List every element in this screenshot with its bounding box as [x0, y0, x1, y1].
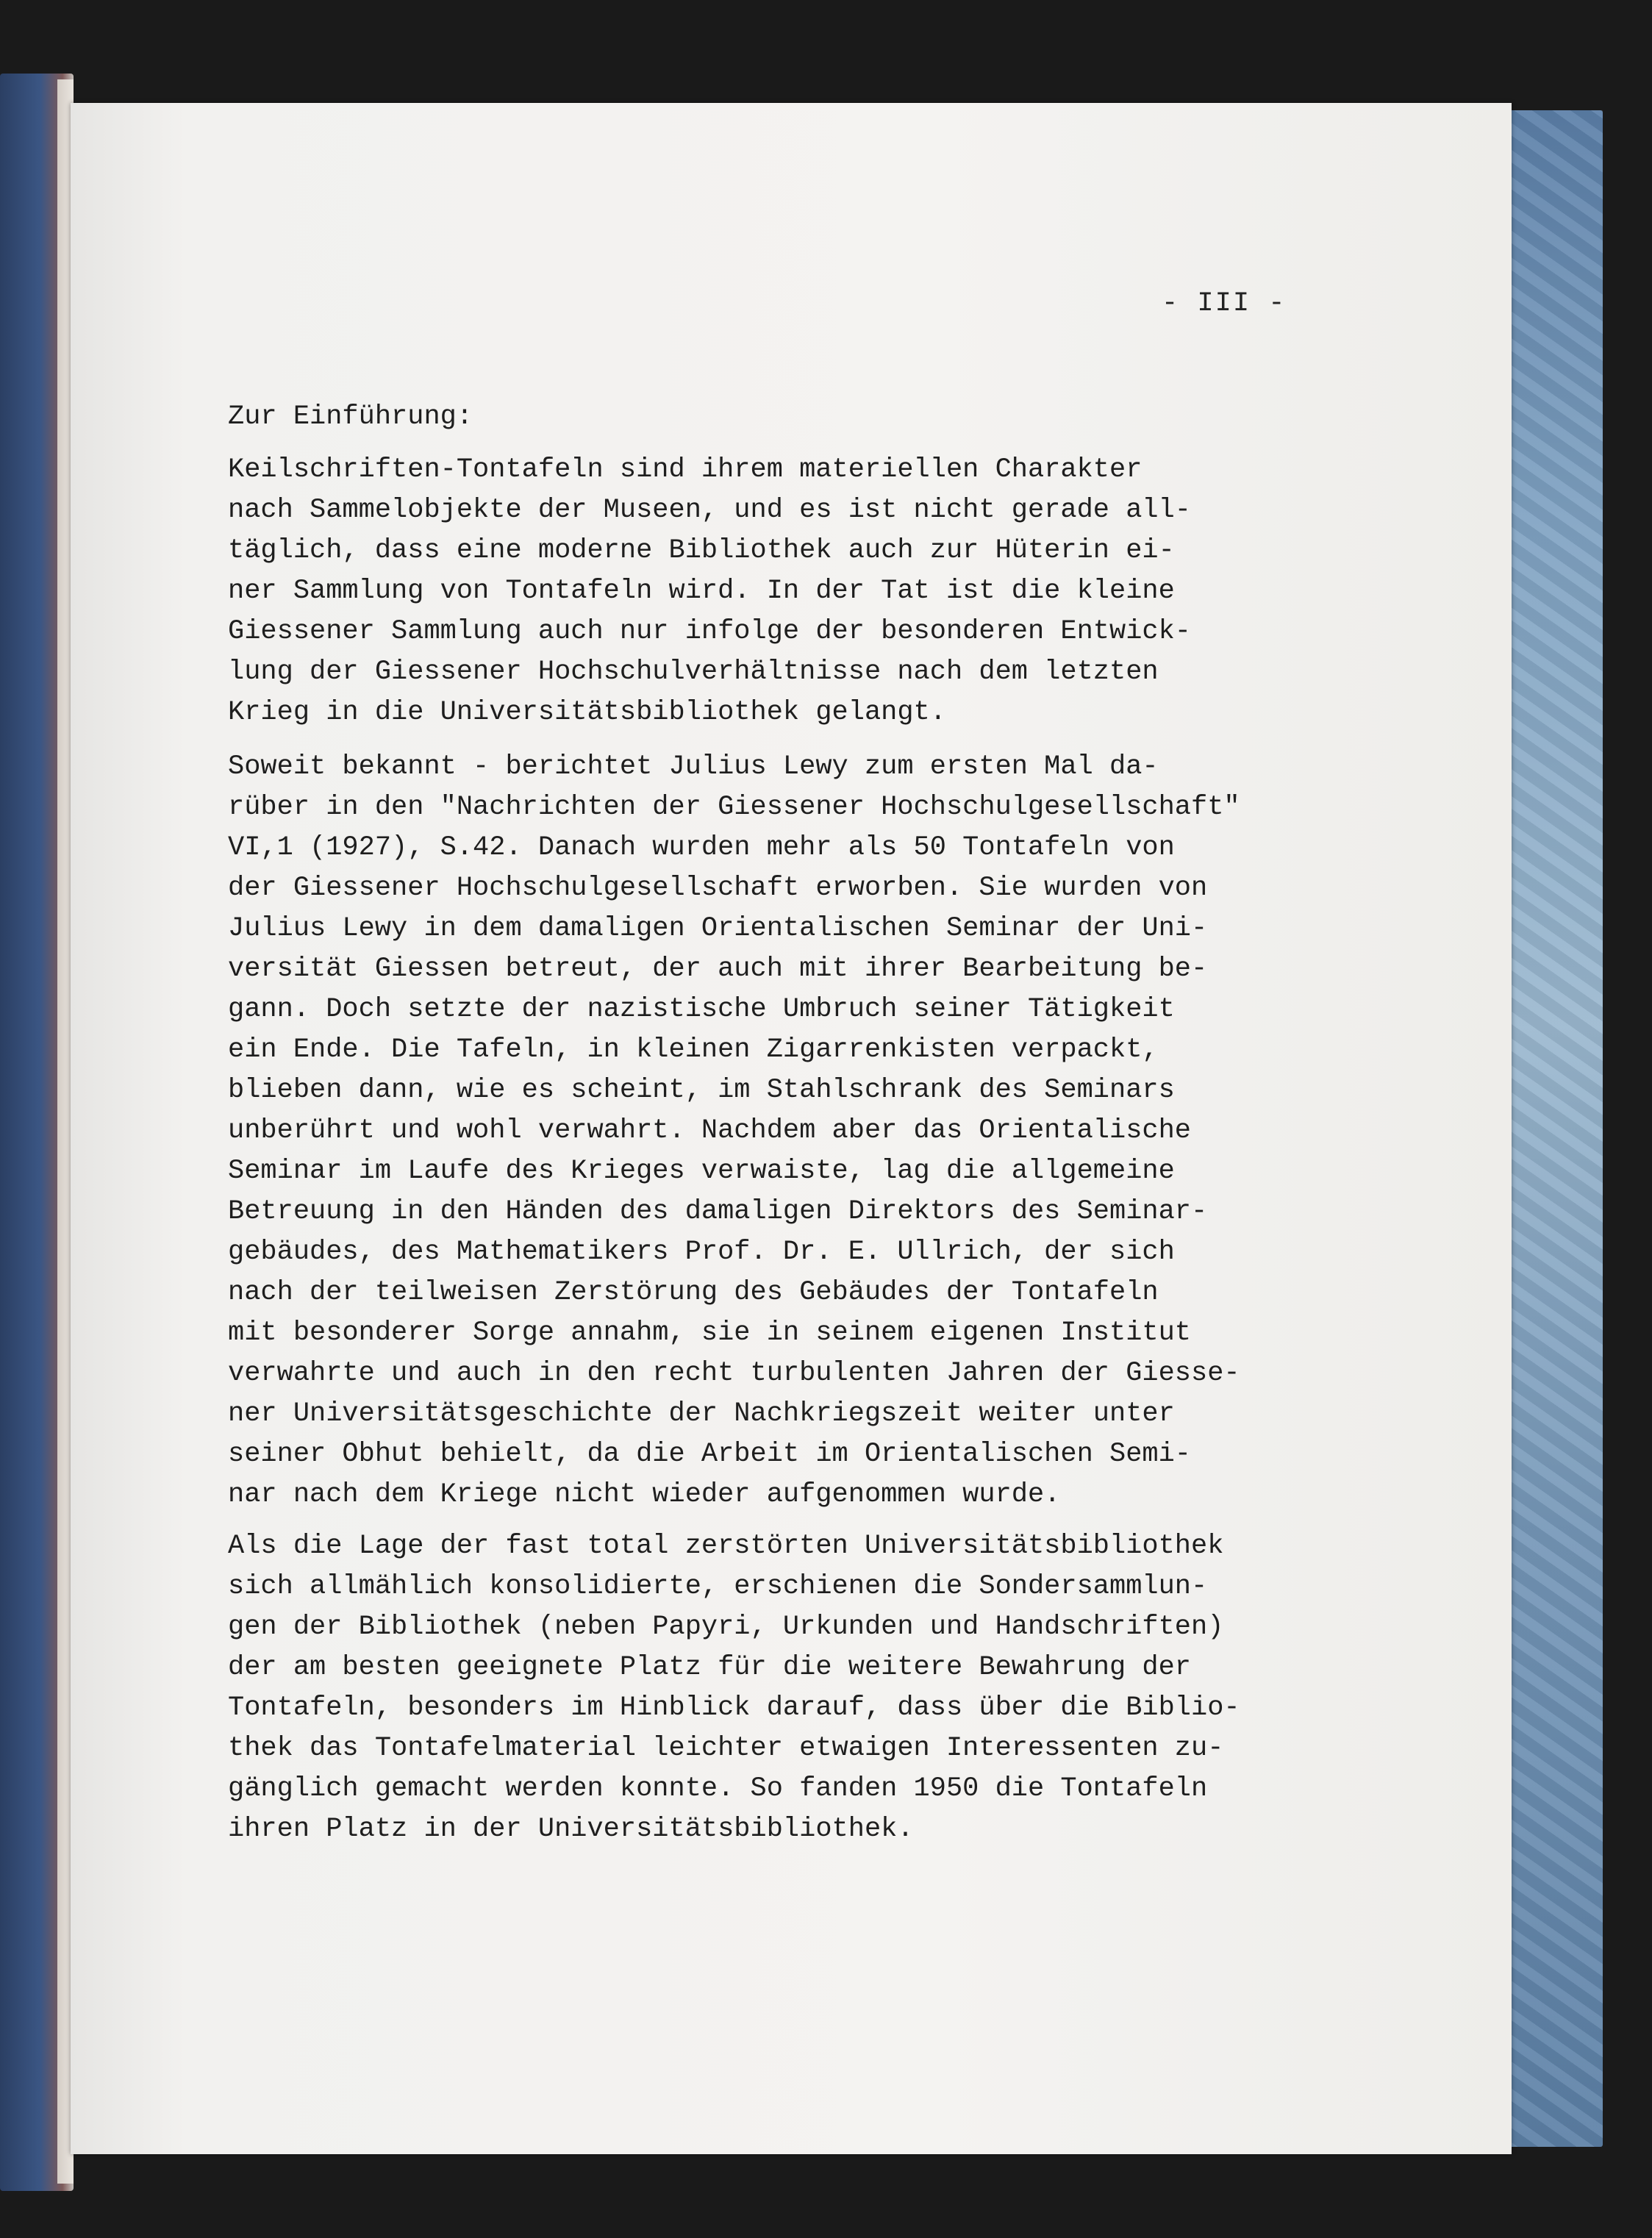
text-line: ner Sammlung von Tontafeln wird. In der Tat ist die kleine	[228, 576, 1175, 607]
text-line: täglich, dass eine moderne Bibliothek auch zur Hüterin ei-	[228, 535, 1175, 566]
text-line: gen der Bibliothek (neben Papyri, Urkunden und Handschriften)	[228, 1612, 1224, 1642]
text-line: verwahrte und auch in den recht turbulenten Jahren der Giesse-	[228, 1358, 1240, 1389]
text-line: lung der Giessener Hochschulverhältnisse nach dem letzten	[228, 657, 1159, 687]
text-line: der Giessener Hochschulgesellschaft erworben. Sie wurden von	[228, 873, 1208, 904]
text-line: mit besonderer Sorge annahm, sie in seinem eigenen Institut	[228, 1318, 1192, 1348]
text-line: ihren Platz in der Universitätsbibliothek.	[228, 1814, 914, 1845]
text-line: ein Ende. Die Tafeln, in kleinen Zigarrenkisten verpackt,	[228, 1034, 1159, 1065]
text-line: nach der teilweisen Zerstörung des Gebäudes der Tontafeln	[228, 1277, 1159, 1308]
text-line: sich allmählich konsolidierte, erschienen die Sondersammlun-	[228, 1571, 1208, 1602]
text-line: Betreuung in den Händen des damaligen Direktors des Seminar-	[228, 1196, 1208, 1227]
text-line: Julius Lewy in dem damaligen Orientalischen Seminar der Uni-	[228, 913, 1208, 944]
text-line: versität Giessen betreut, der auch mit ihrer Bearbeitung be-	[228, 954, 1208, 984]
paragraph-3	[228, 1526, 1301, 1850]
text-line: thek das Tontafelmaterial leichter etwaigen Interessenten zu-	[228, 1733, 1224, 1764]
text-line: VI,1 (1927), S.42. Danach wurden mehr als 50 Tontafeln von	[228, 832, 1175, 863]
text-line: gebäudes, des Mathematikers Prof. Dr. E. Ullrich, der sich	[228, 1237, 1175, 1268]
text-line: Als die Lage der fast total zerstörten Universitätsbibliothek	[228, 1531, 1224, 1562]
text-line: Seminar im Laufe des Krieges verwaiste, lag die allgemeine	[228, 1156, 1175, 1187]
text-line: Krieg in die Universitätsbibliothek gelangt.	[228, 697, 946, 728]
text-line: ner Universitätsgeschichte der Nachkriegszeit weiter unter	[228, 1398, 1175, 1429]
paragraph-1	[228, 450, 1301, 733]
paragraph-2	[228, 747, 1301, 1515]
text-line: Keilschriften-Tontafeln sind ihrem materiellen Charakter	[228, 454, 1143, 485]
text-line: rüber in den "Nachrichten der Giessener Hochschulgesellschaft"	[228, 792, 1240, 823]
text-line: gänglich gemacht werden konnte. So fanden 1950 die Tontafeln	[228, 1773, 1208, 1804]
text-line: nach Sammelobjekte der Museen, und es ist nicht gerade all-	[228, 495, 1192, 526]
text-line: gann. Doch setzte der nazistische Umbruch seiner Tätigkeit	[228, 994, 1175, 1025]
text-line: unberührt und wohl verwahrt. Nachdem aber das Orientalische	[228, 1115, 1192, 1146]
text-line: Tontafeln, besonders im Hinblick darauf, dass über die Biblio-	[228, 1692, 1240, 1723]
text-line: seiner Obhut behielt, da die Arbeit im Orientalischen Semi-	[228, 1439, 1192, 1470]
text-line: der am besten geeignete Platz für die weitere Bewahrung der	[228, 1652, 1192, 1683]
right-book-cover	[1500, 110, 1603, 2147]
text-line: Soweit bekannt - berichtet Julius Lewy zum ersten Mal da-	[228, 751, 1159, 782]
text-line: nar nach dem Kriege nicht wieder aufgenommen wurde.	[228, 1479, 1061, 1510]
text-line: Giessener Sammlung auch nur infolge der besonderen Entwick-	[228, 616, 1192, 647]
page-number: - III -	[1162, 288, 1287, 319]
text-line: blieben dann, wie es scheint, im Stahlschrank des Seminars	[228, 1075, 1175, 1106]
section-heading: Zur Einführung:	[228, 401, 473, 432]
